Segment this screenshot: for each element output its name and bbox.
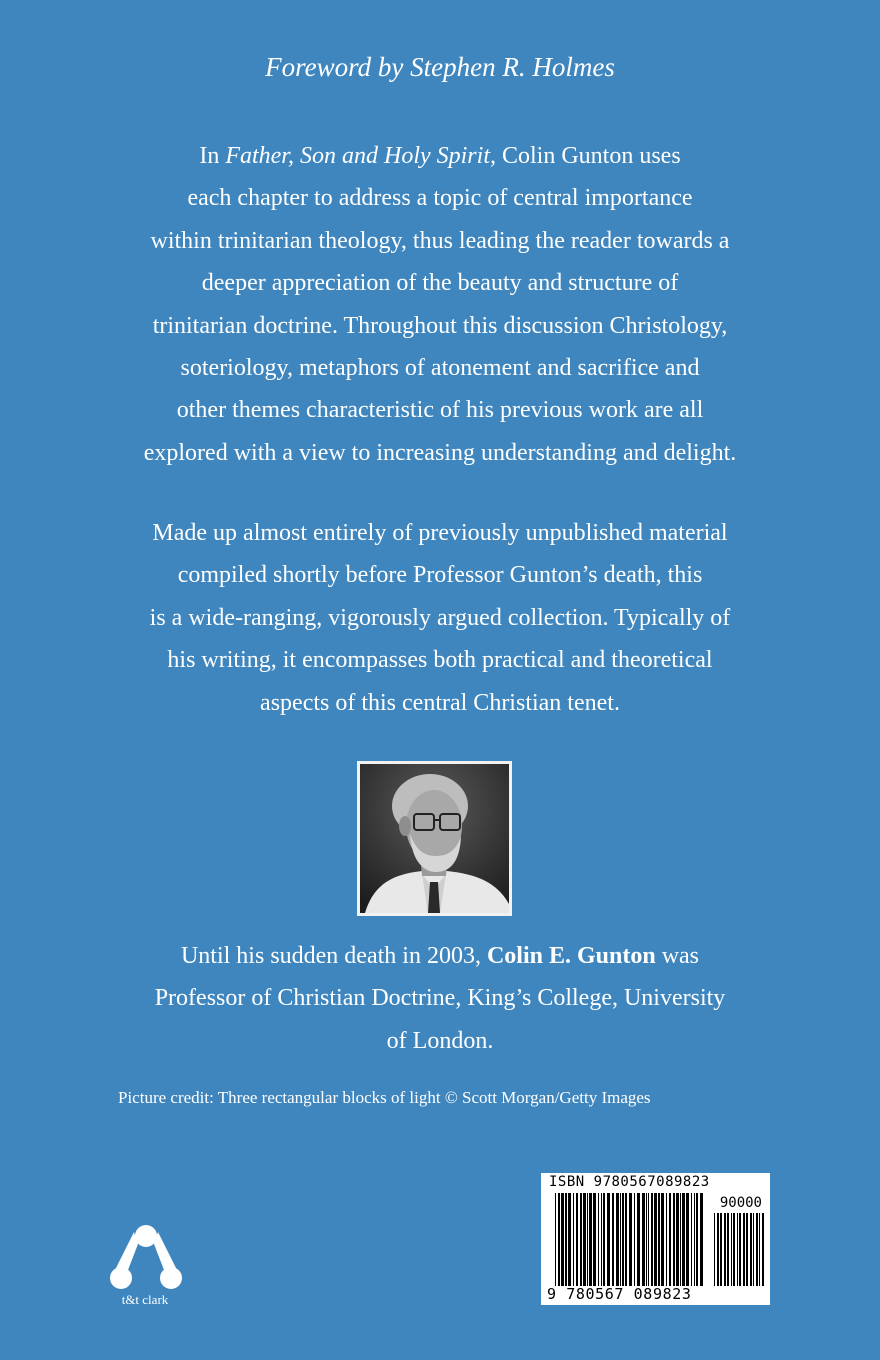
barcode-bar	[646, 1193, 647, 1286]
barcode-bars	[555, 1193, 705, 1286]
barcode-bar	[666, 1193, 667, 1286]
description-line: deeper appreciation of the beauty and structure of	[201, 270, 679, 297]
barcode-bar	[573, 1193, 574, 1286]
barcode-bar	[576, 1193, 578, 1286]
isbn-label: ISBN 9780567089823	[549, 1174, 710, 1190]
barcode-bar	[651, 1193, 653, 1286]
barcode-bar	[676, 1193, 679, 1286]
author-bio	[100, 935, 780, 1062]
barcode-bar	[601, 1193, 602, 1286]
barcode-bar	[743, 1213, 745, 1286]
barcode-bar	[724, 1213, 726, 1286]
barcode-bar	[661, 1193, 664, 1286]
barcode-bar	[629, 1193, 632, 1286]
barcode-bar	[598, 1193, 599, 1286]
barcode-bar	[616, 1193, 619, 1286]
barcode-bar	[654, 1193, 657, 1286]
publisher-name: t&t clark	[121, 1292, 169, 1307]
barcode-bar	[555, 1193, 556, 1286]
barcode-bar	[612, 1193, 614, 1286]
description-paragraph	[100, 135, 780, 474]
collection-line: his writing, it encompasses both practical and theoretical	[167, 647, 713, 674]
barcode-bar	[737, 1213, 738, 1286]
barcode-bar	[714, 1213, 715, 1286]
barcode-bar	[658, 1193, 660, 1286]
description-line: each chapter to address a topic of central importance	[187, 185, 693, 212]
author-photo	[357, 761, 512, 916]
barcode-bar	[750, 1213, 752, 1286]
barcode-bar	[620, 1193, 621, 1286]
barcode-bar	[580, 1193, 582, 1286]
barcode-bar	[603, 1193, 605, 1286]
barcode-bar	[694, 1193, 695, 1286]
author-portrait-icon	[360, 764, 509, 913]
barcode-bar	[756, 1213, 758, 1286]
barcode-bar	[686, 1193, 689, 1286]
barcode-bar	[607, 1193, 610, 1286]
collection-line: compiled shortly before Professor Gunton’s death, this	[177, 562, 703, 589]
barcode-bar	[739, 1213, 741, 1286]
collection-line: is a wide-ranging, vigorously argued collection. Typically of	[149, 604, 731, 631]
book-title: Father, Son and Holy Spirit,	[225, 143, 496, 169]
barcode-bar	[682, 1193, 685, 1286]
description-line: soteriology, metaphors of atonement and sacrifice and	[180, 355, 700, 382]
barcode-bar	[733, 1213, 735, 1286]
barcode-bar	[558, 1193, 560, 1286]
barcode-digits: 9 780567 089823	[547, 1285, 692, 1303]
barcode-bar	[762, 1213, 764, 1286]
barcode-bar	[727, 1213, 729, 1286]
barcode-bar	[669, 1193, 671, 1286]
foreword-credit: Foreword by Stephen R. Holmes	[265, 52, 615, 82]
barcode-bar	[680, 1193, 681, 1286]
barcode-bar	[648, 1193, 649, 1286]
barcode-bar	[583, 1193, 586, 1286]
barcode-bar	[593, 1193, 596, 1286]
barcode-bar	[565, 1193, 567, 1286]
author-bio-line-3: of London.	[386, 1027, 494, 1054]
barcode-bar	[717, 1213, 719, 1286]
barcode-bar	[637, 1193, 640, 1286]
barcode-bar	[625, 1193, 627, 1286]
collection-line: aspects of this central Christian tenet.	[260, 689, 620, 716]
picture-credit: Picture credit: Three rectangular blocks of light © Scott Morgan/Getty Images	[118, 1088, 651, 1107]
barcode-bar	[746, 1213, 748, 1286]
description-line: within trinitarian theology, thus leading the reader towards a	[150, 227, 730, 254]
author-bio-line-2: Professor of Christian Doctrine, King’s College, University	[154, 985, 726, 1012]
author-name: Colin E. Gunton	[486, 943, 656, 969]
barcode-bar	[622, 1193, 624, 1286]
isbn-barcode	[541, 1173, 770, 1305]
description-line: trinitarian doctrine. Throughout this discussion Christology,	[152, 312, 728, 339]
barcode-bar	[568, 1193, 571, 1286]
barcode-bar	[634, 1193, 635, 1286]
barcode-bar	[700, 1193, 703, 1286]
collection-paragraph	[100, 512, 780, 724]
collection-line: Made up almost entirely of previously unpublished material	[152, 520, 728, 546]
barcode-extension-bars	[714, 1213, 764, 1286]
barcode-bar	[753, 1213, 754, 1286]
description-line: other themes characteristic of his previous work are all	[176, 397, 704, 424]
price-code: 90000	[719, 1195, 762, 1211]
author-bio-line-1: Until his sudden death in 2003, Colin E. Gunton was	[180, 943, 700, 969]
barcode-bar	[720, 1213, 722, 1286]
barcode-bar	[589, 1193, 592, 1286]
barcode-bar	[759, 1213, 760, 1286]
barcode-bar	[587, 1193, 588, 1286]
barcode-bar	[642, 1193, 645, 1286]
barcode-bar	[561, 1193, 564, 1286]
barcode-bar	[673, 1193, 675, 1286]
barcode-bar	[696, 1193, 698, 1286]
barcode-bar	[691, 1193, 692, 1286]
description-line-1: In Father, Son and Holy Spirit, Colin Gunton uses	[199, 143, 681, 169]
barcode-bar	[731, 1213, 732, 1286]
description-line: explored with a view to increasing understanding and delight.	[143, 439, 737, 466]
